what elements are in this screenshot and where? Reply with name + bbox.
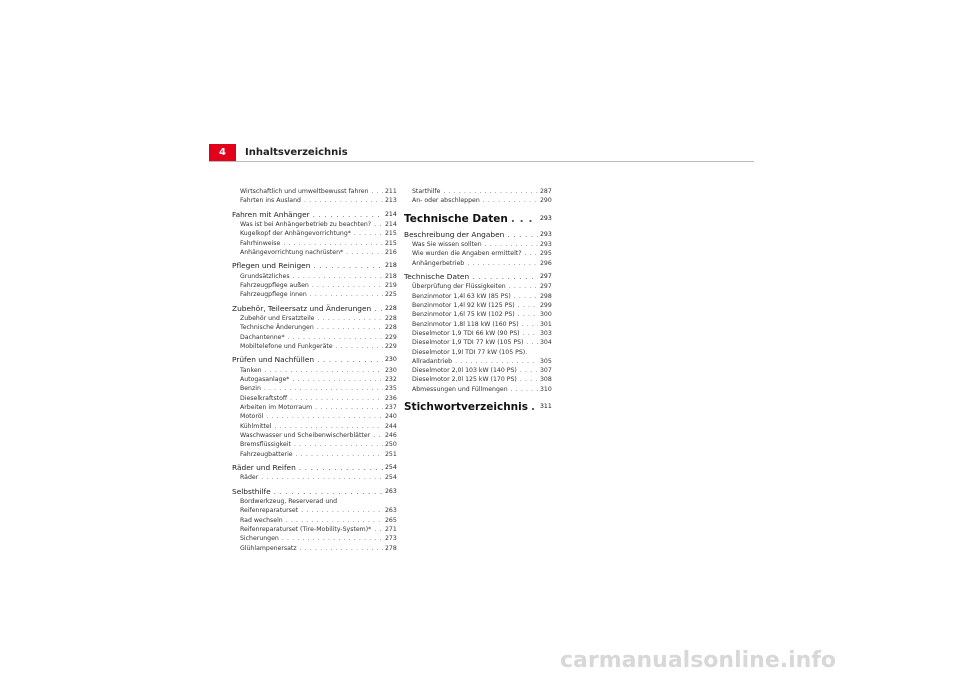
toc-page-number: 246 <box>385 431 397 439</box>
toc-entry-title: Motoröl <box>240 413 264 421</box>
toc-entry-title: Anhängerbetrieb <box>412 259 465 267</box>
toc-entry-title: Pflegen und Reinigen <box>232 261 311 271</box>
toc-section-entry[interactable] <box>232 210 401 221</box>
toc-leader-dots <box>520 375 538 384</box>
toc-entry[interactable] <box>232 220 401 229</box>
toc-page-number: 305 <box>540 357 552 365</box>
toc-page-number: 219 <box>385 282 397 290</box>
toc-entry[interactable] <box>404 292 556 301</box>
toc-leader-dots <box>274 487 383 498</box>
toc-entry[interactable] <box>232 525 401 534</box>
toc-entry-title: Rad wechseln <box>240 516 283 524</box>
toc-leader-dots <box>294 440 383 449</box>
toc-page-number: 218 <box>385 262 397 270</box>
toc-entry-title: Prüfen und Nachfüllen <box>232 355 315 365</box>
toc-entry[interactable] <box>232 394 401 403</box>
toc-column-left <box>232 187 401 553</box>
toc-page-number: 213 <box>385 197 397 205</box>
toc-entry-title: Anhängevorrichtung nachrüsten* <box>240 248 344 256</box>
toc-entry[interactable] <box>404 282 556 291</box>
toc-page-number: 263 <box>385 507 397 515</box>
toc-entry-title: Tanken <box>240 366 262 374</box>
toc-page-number: 295 <box>540 250 552 258</box>
toc-page-number: 304 <box>540 339 552 347</box>
toc-page-number: 228 <box>385 324 397 332</box>
toc-entry[interactable] <box>232 272 401 281</box>
toc-entry-title: Beschreibung der Angaben <box>404 229 505 239</box>
toc-entry[interactable] <box>232 314 401 323</box>
toc-entry[interactable] <box>232 187 401 196</box>
toc-entry[interactable] <box>232 473 401 482</box>
toc-entry-title: Was Sie wissen sollten <box>412 241 482 249</box>
toc-leader-dots <box>467 259 538 268</box>
toc-page-number: 232 <box>385 376 397 384</box>
toc-leader-dots <box>373 431 383 440</box>
toc-entry-title: Dieselmotor 1,9 TDI 77 kW (105 PS) <box>412 339 524 347</box>
toc-leader-dots <box>346 248 383 257</box>
toc-page-number: 240 <box>385 413 397 421</box>
toc-leader-dots <box>317 355 383 366</box>
toc-entry[interactable] <box>404 249 556 258</box>
toc-entry[interactable] <box>404 196 556 205</box>
toc-leader-dots <box>520 366 538 375</box>
toc-leader-dots <box>310 290 383 299</box>
toc-entry-title: Benzinmotor 1,8l 118 kW (160 PS) <box>412 320 519 328</box>
toc-entry-title: Was ist bei Anhängerbetrieb zu beachten? <box>240 221 372 229</box>
toc-leader-dots <box>472 272 538 283</box>
toc-page-number: 296 <box>540 259 552 267</box>
toc-entry[interactable] <box>232 450 401 459</box>
toc-entry-title: Räder <box>240 474 259 482</box>
toc-entry[interactable] <box>232 516 401 525</box>
toc-page-number: 237 <box>385 404 397 412</box>
watermark: carmanualsonline.info <box>560 648 836 673</box>
toc-section-entry[interactable] <box>232 463 401 474</box>
toc-entry-title: Dieselmotor 2,0l 125 kW (170 PS) <box>412 376 517 384</box>
toc-entry-title: Arbeiten im Motorraum <box>240 404 313 412</box>
toc-page-number: 250 <box>385 441 397 449</box>
toc-entry[interactable] <box>404 240 556 249</box>
toc-entry-title: Wie wurden die Angaben ermittelt? <box>412 250 522 258</box>
toc-entry[interactable] <box>232 440 401 449</box>
toc-page-number: 297 <box>540 272 552 280</box>
toc-page-number: 254 <box>385 463 397 471</box>
toc-leader-dots <box>283 239 383 248</box>
toc-leader-dots <box>300 544 383 553</box>
toc-entry-title: Räder und Reifen <box>232 462 296 472</box>
toc-page-number: 214 <box>385 210 397 218</box>
toc-entry[interactable] <box>232 544 401 553</box>
toc-page-number: 214 <box>385 221 397 229</box>
toc-leader-dots <box>336 342 383 351</box>
toc-entry-title: Reifenreparaturset <box>240 507 299 515</box>
toc-entry-title: Kühlmittel <box>240 422 272 430</box>
toc-entry[interactable] <box>404 357 556 366</box>
toc-entry[interactable] <box>232 366 401 375</box>
toc-leader-dots <box>293 272 383 281</box>
toc-leader-dots <box>312 281 383 290</box>
toc-leader-dots <box>286 516 383 525</box>
toc-entry[interactable] <box>404 348 556 357</box>
toc-leader-dots <box>531 400 538 414</box>
toc-page-number: 307 <box>540 367 552 375</box>
toc-entry[interactable] <box>232 229 401 238</box>
toc-entry[interactable] <box>404 366 556 375</box>
toc-entry-title: Dieselmotor 2,0l 103 kW (140 PS) <box>412 367 517 375</box>
toc-entry-title: Benzinmotor 1,4l 63 kW (85 PS) <box>412 292 511 300</box>
toc-leader-dots <box>290 394 383 403</box>
toc-entry-title: Überprüfung der Flüssigkeiten <box>412 283 506 291</box>
toc-entry[interactable] <box>232 323 401 332</box>
page-title: Inhaltsverzeichnis <box>245 146 348 158</box>
toc-entry[interactable] <box>232 422 401 431</box>
toc-entry-title: Zubehör, Teileersatz und Änderungen <box>232 303 372 313</box>
toc-entry-title: Dieselmotor 1,9 TDI 66 kW (90 PS) <box>412 329 520 337</box>
toc-entry-title: Mobiltelefone und Funkgeräte <box>240 343 333 351</box>
toc-section-entry[interactable] <box>232 261 401 272</box>
toc-entry-title: An- oder abschleppen <box>412 197 480 205</box>
toc-entry-title: Abmessungen und Füllmengen <box>412 385 508 393</box>
toc-leader-dots <box>374 304 383 315</box>
toc-leader-dots <box>374 525 383 534</box>
toc-leader-dots <box>261 473 383 482</box>
toc-entry-title: Starthilfe <box>412 188 441 195</box>
toc-page-number: 228 <box>385 315 397 323</box>
toc-entry-title: Benzinmotor 1,6l 75 kW (102 PS) <box>412 311 515 319</box>
toc-leader-dots <box>264 384 383 393</box>
toc-leader-dots <box>266 412 383 421</box>
toc-entry[interactable] <box>404 375 556 384</box>
toc-entry[interactable] <box>232 342 401 351</box>
toc-entry[interactable] <box>404 259 556 268</box>
toc-leader-dots <box>518 301 538 310</box>
toc-page-number: 228 <box>385 304 397 312</box>
toc-leader-dots <box>485 240 538 249</box>
toc-page-number: 215 <box>385 239 397 247</box>
toc-entry-title: Dieselkraftstoff <box>240 394 288 402</box>
toc-page-number: 293 <box>540 230 552 238</box>
toc-page-number: 271 <box>385 526 397 534</box>
toc-page-number: 211 <box>385 188 397 195</box>
toc-entry-title: Fahrzeugbatterie <box>240 450 293 458</box>
toc-entry-title: Fahrten ins Ausland <box>240 197 301 205</box>
toc-entry-title: Technische Änderungen <box>240 324 314 332</box>
toc-page-number: 235 <box>385 385 397 393</box>
toc-entry-title: Fahrzeugpflege außen <box>240 282 309 290</box>
toc-page-number: 301 <box>540 320 552 328</box>
page-header <box>209 144 348 160</box>
toc-section-entry[interactable] <box>404 230 556 241</box>
toc-page-number: 298 <box>540 292 552 300</box>
toc-entry-title: Waschwasser und Scheibenwischerblätter <box>240 431 371 439</box>
toc-entry[interactable] <box>232 196 401 205</box>
toc-entry[interactable] <box>404 329 556 338</box>
toc-section-entry[interactable] <box>232 487 401 498</box>
toc-entry[interactable] <box>232 403 401 412</box>
toc-page-number: 297 <box>540 283 552 291</box>
toc-leader-dots <box>507 230 538 241</box>
toc-entry-title: Benzin <box>240 385 261 393</box>
toc-entry-title: Dieselmotor 1,9l TDI 77 kW (105 PS). <box>412 348 528 356</box>
toc-leader-dots <box>455 357 538 366</box>
toc-leader-dots <box>509 282 538 291</box>
toc-page-number: 293 <box>540 214 552 222</box>
toc-column-right <box>404 187 556 418</box>
toc-entry-title: Benzinmotor 1,4l 92 kW (125 PS) <box>412 302 515 310</box>
toc-entry[interactable] <box>232 239 401 248</box>
toc-entry-title: Zubehör und Ersatzteile <box>240 315 315 323</box>
toc-page-number: 293 <box>540 241 552 249</box>
toc-entry[interactable] <box>404 320 556 329</box>
toc-leader-dots <box>374 220 383 229</box>
toc-leader-dots <box>292 375 383 384</box>
toc-page-number: 287 <box>540 188 552 195</box>
toc-leader-dots <box>527 338 539 347</box>
toc-leader-dots <box>274 422 383 431</box>
toc-leader-dots <box>313 261 383 272</box>
toc-entry[interactable] <box>232 506 401 515</box>
toc-page-number: 290 <box>540 197 552 205</box>
toc-page-number: 244 <box>385 422 397 430</box>
toc-section-entry[interactable] <box>404 272 556 283</box>
toc-entry-title: Autogasanlage* <box>240 376 290 384</box>
toc-page-number: 230 <box>385 356 397 364</box>
toc-entry[interactable] <box>404 310 556 319</box>
toc-page-number: 216 <box>385 248 397 256</box>
toc-entry[interactable] <box>232 534 401 543</box>
toc-page-number: 299 <box>540 302 552 310</box>
toc-entry-title: Dachantenne* <box>240 333 285 341</box>
toc-leader-dots <box>317 323 383 332</box>
toc-leader-dots <box>288 333 383 342</box>
toc-page-number: 310 <box>540 385 552 393</box>
toc-page-number: 215 <box>385 230 397 238</box>
page-number-badge: 4 <box>209 144 236 161</box>
toc-page-number: 273 <box>385 535 397 543</box>
toc-page-number: 265 <box>385 516 397 524</box>
toc-page-number: 236 <box>385 394 397 402</box>
toc-entry-title: Grundsätzliches <box>240 272 290 280</box>
toc-leader-dots <box>525 249 538 258</box>
toc-entry-title: Technische Daten <box>404 271 470 281</box>
toc-entry[interactable] <box>232 431 401 440</box>
toc-page-number: 229 <box>385 333 397 341</box>
toc-entry[interactable] <box>232 333 401 342</box>
toc-entry-title: Selbsthilfe <box>232 486 271 496</box>
toc-page-number: 251 <box>385 450 397 458</box>
toc-entry[interactable] <box>404 385 556 394</box>
toc-entry-title: Bordwerkzeug, Reserverad und <box>240 498 338 506</box>
toc-entry-title: Wirtschaftlich und umweltbewusst fahren <box>240 188 369 195</box>
toc-leader-dots <box>518 310 538 319</box>
toc-entry[interactable] <box>404 338 556 347</box>
toc-page-number: 225 <box>385 291 397 299</box>
toc-entry[interactable] <box>404 187 556 196</box>
toc-entry-title: Sicherungen <box>240 535 279 543</box>
toc-page-number: 278 <box>385 544 397 552</box>
toc-entry-title: Stichwortverzeichnis <box>404 401 528 414</box>
toc-page-number: 308 <box>540 376 552 384</box>
toc-leader-dots <box>483 196 538 205</box>
toc-leader-dots <box>317 314 383 323</box>
toc-section-entry[interactable] <box>232 304 401 315</box>
toc-page-number: 311 <box>540 403 552 411</box>
toc-entry[interactable] <box>232 281 401 290</box>
toc-page-number: 230 <box>385 366 397 374</box>
toc-entry[interactable] <box>232 248 401 257</box>
toc-entry-title: Kugelkopf der Anhängevorrichtung* <box>240 230 351 238</box>
toc-section-entry[interactable] <box>404 212 556 226</box>
toc-entry-title: Bremsflüssigkeit <box>240 441 291 449</box>
toc-leader-dots <box>511 385 538 394</box>
toc-entry[interactable] <box>232 290 401 299</box>
toc-leader-dots <box>354 229 383 238</box>
toc-entry-title: Fahren mit Anhänger <box>232 209 310 219</box>
toc-leader-dots <box>313 210 383 221</box>
toc-entry-title: Fahrzeugpflege innen <box>240 291 307 299</box>
toc-leader-dots <box>282 534 383 543</box>
header-divider <box>209 161 754 162</box>
toc-leader-dots <box>296 450 383 459</box>
toc-leader-dots <box>299 463 383 474</box>
toc-page-number: 229 <box>385 343 397 351</box>
toc-section-entry[interactable] <box>232 355 401 366</box>
toc-leader-dots <box>522 320 538 329</box>
toc-entry[interactable] <box>404 301 556 310</box>
toc-leader-dots <box>443 187 538 196</box>
toc-page-number: 300 <box>540 311 552 319</box>
toc-leader-dots <box>301 506 383 515</box>
toc-entry[interactable] <box>232 497 401 506</box>
toc-page-number: 263 <box>385 487 397 495</box>
toc-entry[interactable] <box>232 412 401 421</box>
toc-page-number: 254 <box>385 474 397 482</box>
toc-leader-dots <box>372 187 383 196</box>
toc-entry-title: Glühlampenersatz <box>240 544 297 552</box>
toc-leader-dots <box>511 212 538 226</box>
toc-entry[interactable] <box>232 384 401 393</box>
toc-entry-title: Allradantrieb <box>412 357 453 365</box>
toc-page-number: 303 <box>540 329 552 337</box>
toc-entry-title: Technische Daten <box>404 212 508 225</box>
toc-leader-dots <box>514 292 538 301</box>
toc-leader-dots <box>315 403 383 412</box>
toc-entry-title: Fahrhinweise <box>240 239 281 247</box>
toc-page-number: 218 <box>385 272 397 280</box>
toc-leader-dots <box>523 329 538 338</box>
toc-leader-dots <box>265 366 383 375</box>
toc-entry[interactable] <box>232 375 401 384</box>
toc-entry-title: Reifenreparaturset (Tire-Mobility-System)* <box>240 526 372 534</box>
toc-section-entry[interactable] <box>404 400 556 414</box>
toc-leader-dots <box>304 196 383 205</box>
